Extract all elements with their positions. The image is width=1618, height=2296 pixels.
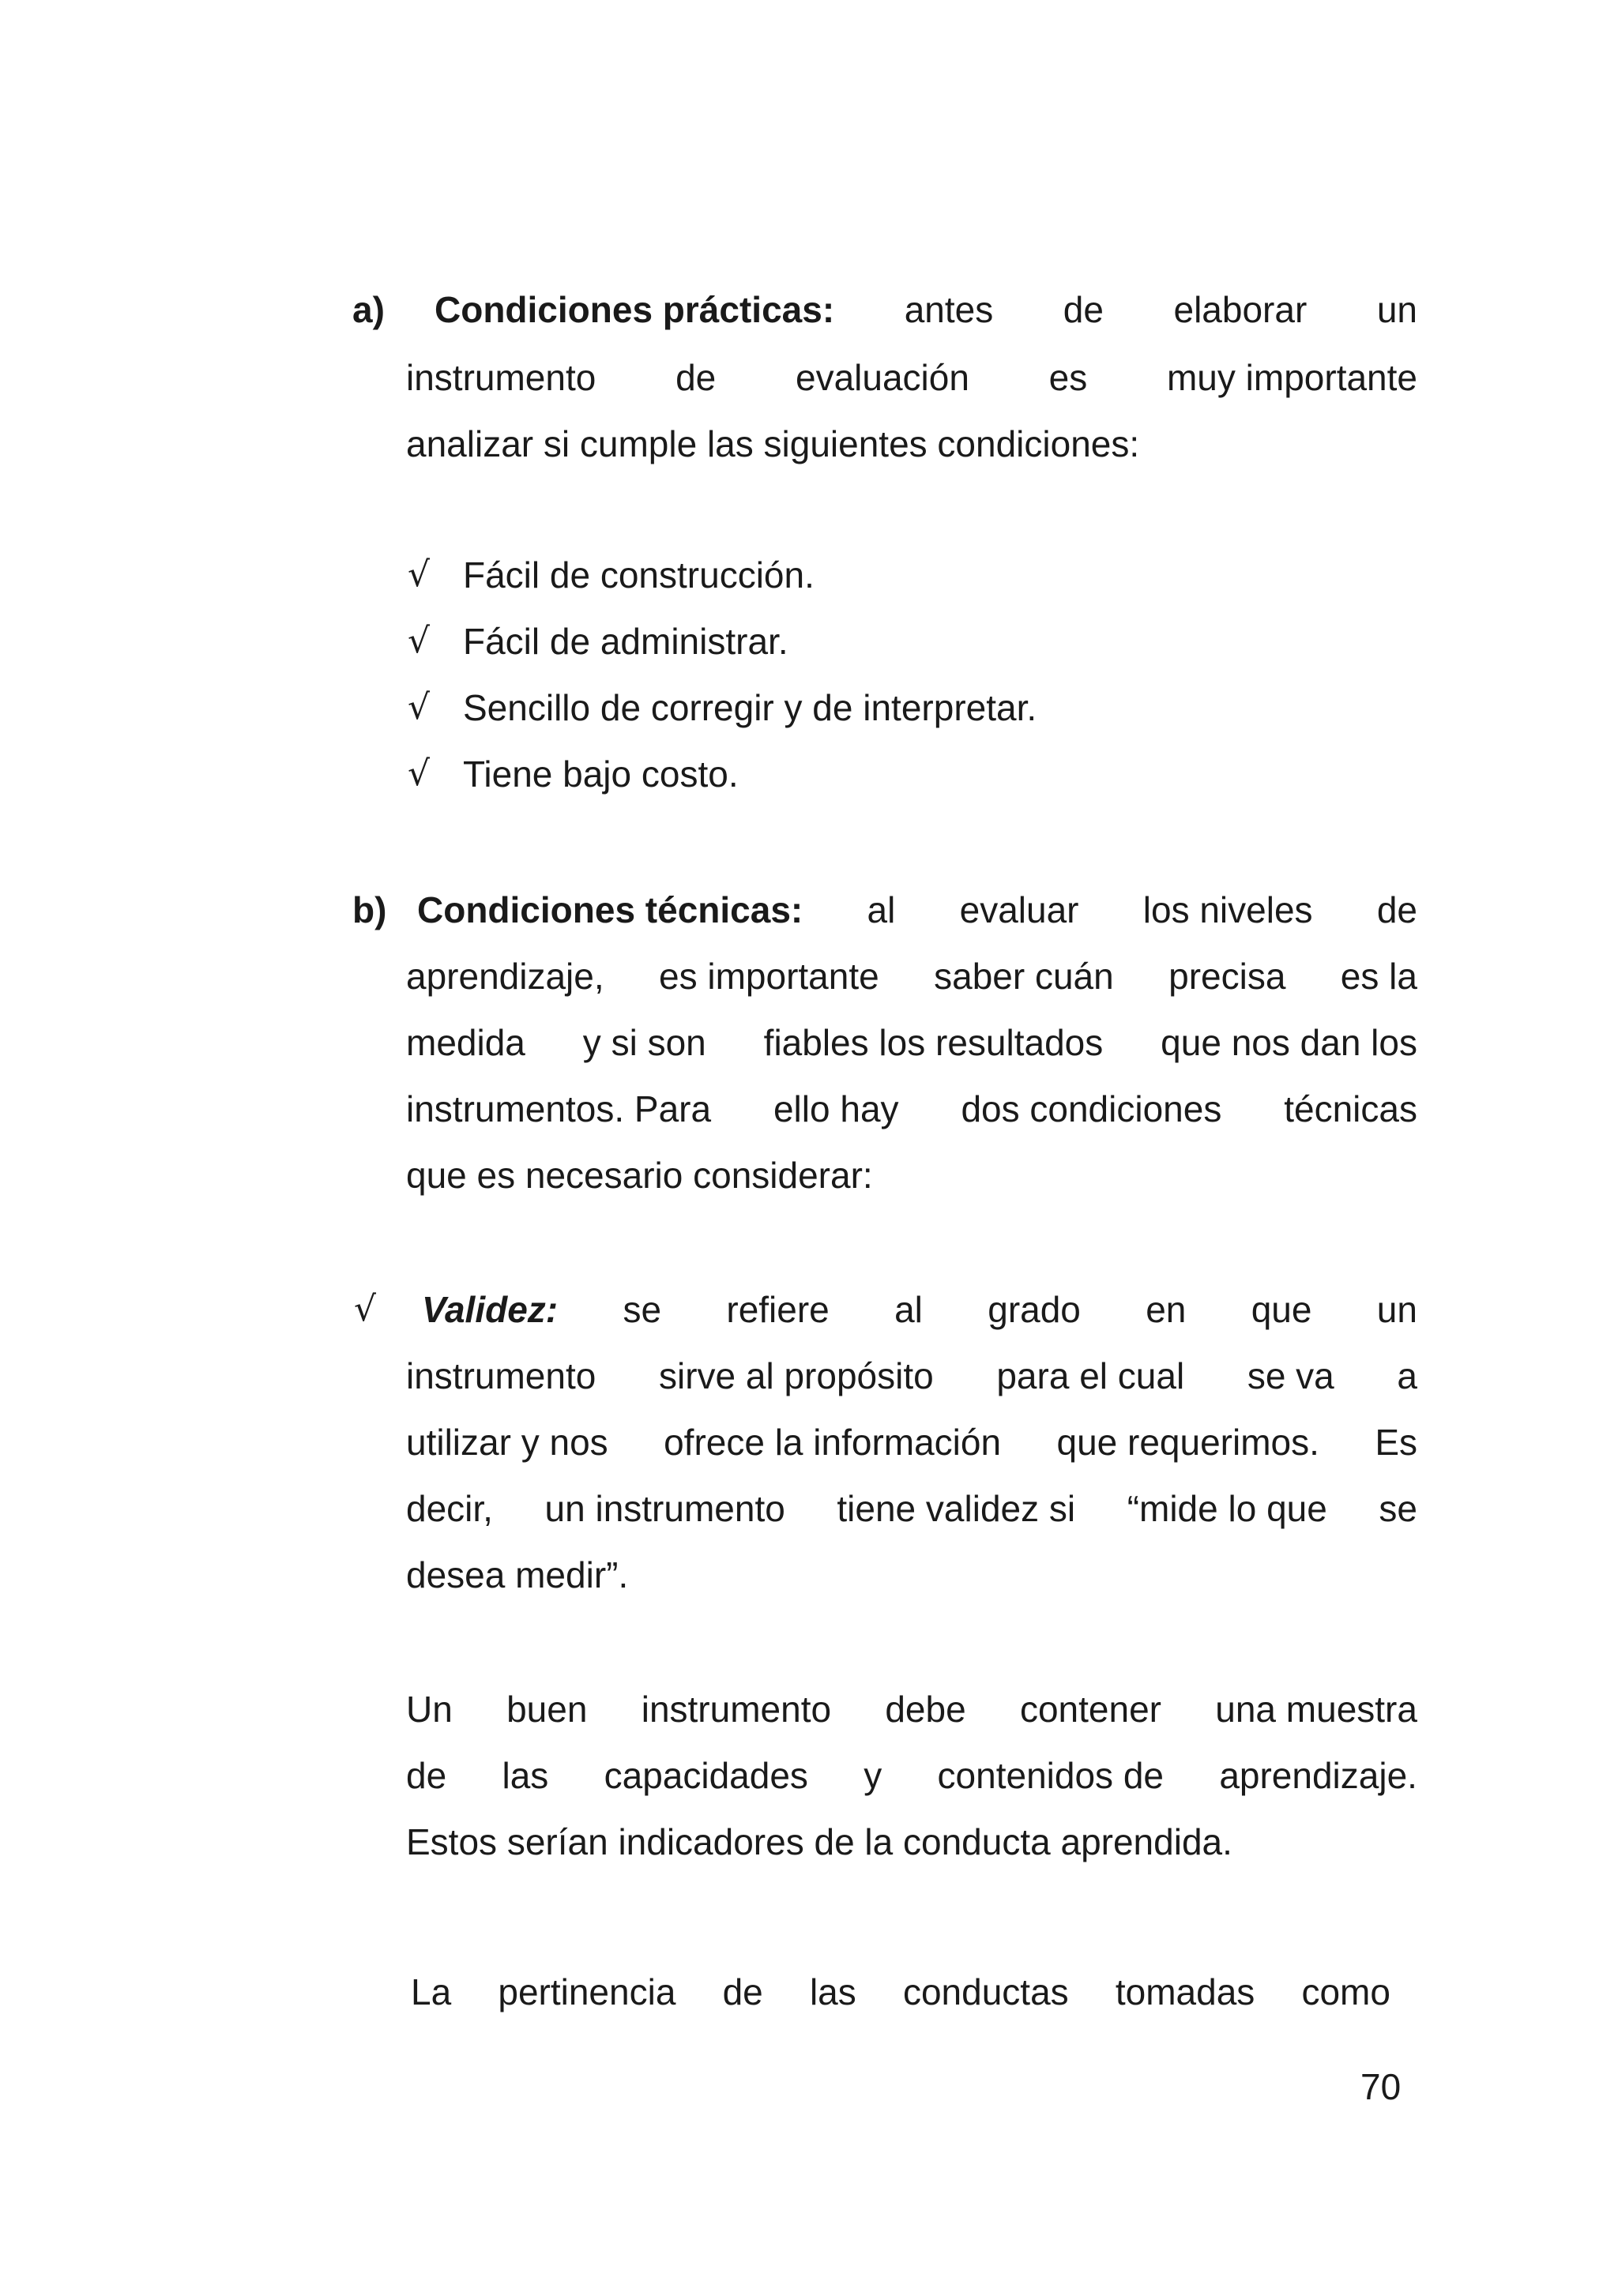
paragraph-un-buen-line-3: Estos serían indicadores de la conducta aprendida. <box>406 1821 1232 1862</box>
text-segment: Un <box>406 1689 453 1730</box>
checklist-item: Tiene bajo costo. <box>463 753 739 795</box>
text-segment: pertinencia <box>498 1971 676 2012</box>
text-segment: aprendizaje, <box>406 956 604 997</box>
text-segment: un <box>1376 1289 1417 1330</box>
text-segment: se va <box>1247 1355 1334 1396</box>
check-icon: √ <box>408 753 431 794</box>
section-a-line-1 <box>435 287 1417 332</box>
text-segment: debe <box>885 1689 966 1730</box>
validez-line-4 <box>406 1486 1417 1531</box>
text-segment: en <box>1146 1289 1187 1330</box>
section-a-label: a) <box>352 289 385 330</box>
checklist-item: Sencillo de corregir y de interpretar. <box>463 687 1037 728</box>
section-a-word: antes <box>904 289 994 330</box>
text-segment: como <box>1301 1971 1390 2012</box>
text-segment: los niveles <box>1142 889 1313 930</box>
text-segment: evaluación <box>795 357 969 398</box>
text-segment: que nos dan los <box>1161 1022 1417 1063</box>
text-segment: de <box>1376 889 1417 930</box>
section-b-heading: Condiciones técnicas: <box>417 889 803 930</box>
text-segment: utilizar y nos <box>406 1422 608 1463</box>
text-segment: capacidades <box>604 1755 808 1796</box>
section-b-line-1 <box>417 888 1417 932</box>
paragraph-la-pertinencia-line-1 <box>411 1970 1390 2014</box>
section-a-word: un <box>1376 289 1417 330</box>
text-segment: instrumento <box>641 1689 832 1730</box>
section-a-line-3: analizar si cumple las siguientes condiciones: <box>406 423 1140 464</box>
text-segment: es importante <box>659 956 879 997</box>
text-segment: tomadas <box>1115 1971 1255 2012</box>
text-segment: es la <box>1340 956 1417 997</box>
validez-line-5: desea medir”. <box>406 1554 629 1595</box>
text-segment: medida <box>406 1022 525 1063</box>
check-icon: √ <box>408 554 431 595</box>
check-icon: √ <box>354 1289 377 1329</box>
section-b-line-2 <box>406 954 1417 998</box>
text-segment: un instrumento <box>544 1488 785 1529</box>
section-a-line-2 <box>406 355 1417 400</box>
text-segment: a <box>1397 1355 1417 1396</box>
text-segment: La <box>411 1971 452 2012</box>
text-segment: se <box>1379 1488 1417 1529</box>
text-segment: y <box>864 1755 882 1796</box>
text-segment: técnicas <box>1284 1088 1417 1129</box>
text-segment: contener <box>1019 1689 1161 1730</box>
validez-line-3 <box>406 1420 1417 1464</box>
text-segment: conductas <box>902 1971 1069 2012</box>
paragraph-un-buen-line-1 <box>406 1687 1417 1731</box>
text-segment: refiere <box>726 1289 830 1330</box>
text-segment: aprendizaje. <box>1219 1755 1417 1796</box>
text-segment: ofrece la información <box>664 1422 1002 1463</box>
section-b-line-4 <box>406 1087 1417 1131</box>
text-segment: se <box>623 1289 662 1330</box>
text-segment: al <box>894 1289 923 1330</box>
text-segment: saber cuán <box>934 956 1114 997</box>
check-icon: √ <box>408 687 431 727</box>
text-segment: instrumento <box>406 357 596 398</box>
text-segment: instrumento <box>406 1355 596 1396</box>
validez-term: Validez: <box>422 1289 559 1330</box>
text-segment: y si son <box>582 1022 706 1063</box>
text-segment: fiables los resultados <box>763 1022 1104 1063</box>
validez-line-2 <box>406 1354 1417 1398</box>
text-segment: evaluar <box>959 889 1079 930</box>
text-segment: de <box>406 1755 447 1796</box>
text-segment: “mide lo que <box>1127 1488 1327 1529</box>
section-b-line-3 <box>406 1020 1417 1065</box>
text-segment: precisa <box>1168 956 1286 997</box>
section-a-word: elaborar <box>1173 289 1308 330</box>
text-segment: las <box>502 1755 549 1796</box>
text-segment: decir, <box>406 1488 493 1529</box>
text-segment: contenidos de <box>937 1755 1164 1796</box>
text-segment: ello hay <box>773 1088 899 1129</box>
text-segment: muy importante <box>1166 357 1417 398</box>
page-number: 70 <box>1360 2066 1402 2107</box>
text-segment: sirve al propósito <box>658 1355 934 1396</box>
checklist-item: Fácil de administrar. <box>463 621 788 662</box>
text-segment: buen <box>506 1689 588 1730</box>
paragraph-un-buen-line-2 <box>406 1753 1417 1798</box>
text-segment: que <box>1251 1289 1312 1330</box>
text-segment: las <box>809 1971 856 2012</box>
section-b-label: b) <box>352 889 387 930</box>
text-segment: Es <box>1375 1422 1417 1463</box>
text-segment: grado <box>988 1289 1081 1330</box>
text-segment: al <box>867 889 896 930</box>
section-b-line-5: que es necesario considerar: <box>406 1155 873 1196</box>
text-segment: dos condiciones <box>961 1088 1222 1129</box>
text-segment: una muestra <box>1215 1689 1417 1730</box>
section-a-word: de <box>1063 289 1104 330</box>
text-segment: tiene validez si <box>837 1488 1076 1529</box>
text-segment: de <box>675 357 717 398</box>
text-segment: para el cual <box>996 1355 1185 1396</box>
text-segment: de <box>722 1971 763 2012</box>
validez-line-1 <box>422 1287 1417 1332</box>
check-icon: √ <box>408 621 431 661</box>
checklist-item: Fácil de construcción. <box>463 554 815 596</box>
text-segment: que requerimos. <box>1056 1422 1319 1463</box>
section-a-heading: Condiciones prácticas: <box>435 289 835 330</box>
text-segment: instrumentos. Para <box>406 1088 712 1129</box>
text-segment: es <box>1048 357 1088 398</box>
